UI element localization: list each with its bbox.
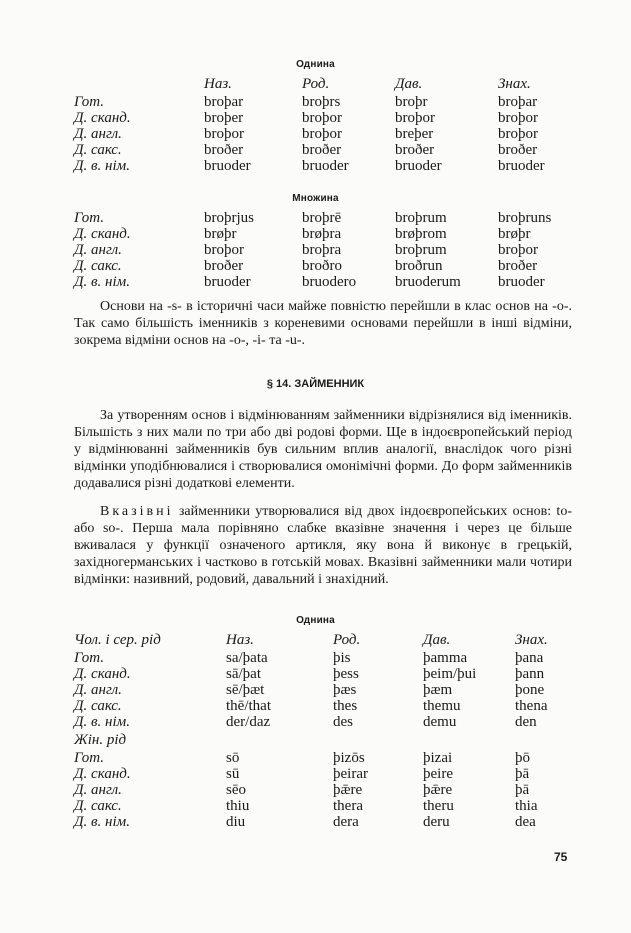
emphasized-term: Вказівні [100, 504, 174, 519]
table-row [74, 158, 578, 174]
word-form: sē/þæt [226, 682, 265, 698]
word-form: þeirar [333, 766, 368, 782]
word-form: þis [333, 650, 351, 666]
word-form: broþor [498, 242, 538, 258]
word-form: broðer [498, 258, 538, 274]
table-row [74, 798, 585, 814]
word-form: bruoder [204, 274, 251, 290]
word-form: broðer [204, 258, 244, 274]
word-form: broðrun [395, 258, 443, 274]
word-form: þæs [333, 682, 357, 698]
word-form: den [515, 714, 537, 730]
word-form: diu [226, 814, 246, 830]
table-row [74, 210, 578, 226]
word-form: broðer [395, 142, 435, 158]
table-row [74, 126, 578, 142]
language-label: Д. сканд. [74, 226, 131, 242]
language-label: Д. сакс. [74, 258, 122, 274]
table-row [74, 814, 585, 830]
word-form: broþor [395, 110, 435, 126]
word-form: þō [515, 750, 530, 766]
word-form: thē/that [226, 698, 271, 714]
case-header: Род. [302, 76, 330, 92]
word-form: des [333, 714, 353, 730]
word-form: broþor [498, 126, 538, 142]
word-form: þana [515, 650, 544, 666]
word-form: þizōs [333, 750, 365, 766]
word-form: þǣre [423, 782, 453, 798]
word-form: brøþr [204, 226, 237, 242]
language-label: Гот. [74, 650, 105, 666]
word-form: brøþra [302, 226, 342, 242]
table-row [74, 142, 578, 158]
language-label: Д. сакс. [74, 142, 122, 158]
table-row [74, 650, 585, 666]
table-row [74, 782, 585, 798]
word-form: dera [333, 814, 359, 830]
word-form: sēo [226, 782, 246, 798]
case-header: Род. [333, 632, 361, 648]
table-row [74, 226, 578, 242]
word-form: bruoder [204, 158, 251, 174]
noun-plural-table [74, 210, 578, 290]
word-form: breþer [395, 126, 434, 142]
word-form: demu [423, 714, 457, 730]
word-form: broþor [204, 242, 244, 258]
language-label: Д. в. нім. [74, 814, 130, 830]
table-row [74, 766, 585, 782]
word-form: thes [333, 698, 358, 714]
gender-label: Чол. і сер. рід [74, 632, 161, 648]
word-form: bruoder [302, 158, 349, 174]
word-form: þann [515, 666, 545, 682]
word-form: der/daz [226, 714, 271, 730]
gender-row [74, 730, 585, 750]
word-form: þamma [423, 650, 468, 666]
table-row [74, 258, 578, 274]
table-row [74, 750, 585, 766]
word-form: broþar [204, 94, 244, 110]
plural-heading: Множина [292, 193, 339, 204]
word-form: thera [333, 798, 363, 814]
word-form: broðro [302, 258, 342, 274]
language-label: Д. англ. [74, 682, 122, 698]
word-form: broðer [204, 142, 244, 158]
language-label: Д. сакс. [74, 698, 122, 714]
word-form: þæm [423, 682, 453, 698]
language-label: Д. англ. [74, 242, 122, 258]
language-label: Д. англ. [74, 782, 122, 798]
language-label: Гот. [74, 750, 105, 766]
word-form: bruoderum [395, 274, 461, 290]
word-form: theru [423, 798, 454, 814]
word-form: broþrjus [204, 210, 254, 226]
word-form: bruoder [498, 158, 545, 174]
language-label: Д. англ. [74, 126, 122, 142]
word-form: sā/þat [226, 666, 261, 682]
language-label: Д. в. нім. [74, 714, 130, 730]
word-form: broþra [302, 242, 342, 258]
word-form: þizai [423, 750, 453, 766]
word-form: broþer [204, 110, 244, 126]
paragraph-pronoun-intro: За утворенням основ і відмінюванням займенники відрізнялися від іменників. Більшість з них мали по три або дві родові форми. Ще в індоєвропейський період у відмінюванні займенників був сильним вплив аналогії, внаслідок чого різні відмінки уподібнювалися і створювалися омонімічні форми. До форм займенників додавалися різні додаткові елементи. [74, 408, 572, 491]
word-form: þā [515, 782, 530, 798]
table-row [74, 698, 585, 714]
case-header: Дав. [423, 632, 451, 648]
language-label: Д. сканд. [74, 766, 131, 782]
paragraph-text: займенники утворювалися від двох індоєвропейських основ: to- або so-. Перша мала порівняно слабке вказівне значення і через це більше вживалася у функції означеного артикля, яку вона й виконує в грецькій, західногерманських і частково в готській мовах. Вказівні займенники мали чотири відмінки: називний, родовий, давальний і знахідний. [74, 504, 572, 587]
case-header: Дав. [395, 76, 423, 92]
singular-heading: Однина [296, 59, 335, 70]
word-form: broþor [204, 126, 244, 142]
word-form: broþar [498, 94, 538, 110]
word-form: sū [226, 766, 240, 782]
word-form: þess [333, 666, 359, 682]
language-label: Д. сканд. [74, 110, 131, 126]
word-form: sa/þata [226, 650, 268, 666]
word-form: broþrum [395, 210, 447, 226]
case-header: Наз. [204, 76, 232, 92]
word-form: broþrum [395, 242, 447, 258]
pronoun-singular-heading: Однина [296, 615, 335, 626]
word-form: þǣre [333, 782, 363, 798]
word-form: broðer [498, 142, 538, 158]
word-form: bruoder [395, 158, 442, 174]
language-label: Д. в. нім. [74, 158, 130, 174]
word-form: bruodero [302, 274, 357, 290]
word-form: bruoder [498, 274, 545, 290]
case-header: Знах. [498, 76, 531, 92]
paragraph-demonstratives [74, 503, 572, 588]
table-row [74, 110, 578, 126]
word-form: thia [515, 798, 538, 814]
word-form: broþruns [498, 210, 552, 226]
case-header: Знах. [515, 632, 548, 648]
word-form: broþor [302, 110, 342, 126]
table-row [74, 274, 578, 290]
table-row [74, 714, 585, 730]
language-label: Гот. [74, 94, 105, 110]
word-form: broþor [302, 126, 342, 142]
table-row [74, 682, 585, 698]
word-form: brøþr [498, 226, 531, 242]
case-header-row [74, 74, 578, 94]
word-form: þā [515, 766, 530, 782]
language-label: Д. сканд. [74, 666, 131, 682]
word-form: themu [423, 698, 461, 714]
table-row [74, 94, 578, 110]
word-form: broþrē [302, 210, 342, 226]
word-form: broþr [395, 94, 428, 110]
noun-singular-table [74, 74, 578, 174]
word-form: sō [226, 750, 240, 766]
language-label: Д. сакс. [74, 798, 122, 814]
word-form: deru [423, 814, 450, 830]
word-form: þeim/þui [423, 666, 477, 682]
page-number: 75 [554, 850, 568, 864]
word-form: brøþrom [395, 226, 447, 242]
paragraph-s-stems: Основи на -s- в історичні часи майже повністю перейшли в клас основ на -o-. Так само більшість іменників з кореневими основами перейшли в інші відміни, зокрема відміни основ на -o-, -i- та -u-. [74, 299, 572, 348]
word-form: þone [515, 682, 545, 698]
word-form: broþor [498, 110, 538, 126]
word-form: broðer [302, 142, 342, 158]
section-title: § 14. ЗАЙМЕННИК [266, 378, 365, 390]
word-form: thena [515, 698, 548, 714]
case-header: Наз. [226, 632, 254, 648]
language-label: Гот. [74, 210, 105, 226]
gender-label: Жін. рід [74, 732, 127, 748]
word-form: þeire [423, 766, 453, 782]
table-row [74, 666, 585, 682]
word-form: dea [515, 814, 536, 830]
case-header-row [74, 630, 585, 650]
word-form: broþrs [302, 94, 341, 110]
table-row [74, 242, 578, 258]
word-form: thiu [226, 798, 250, 814]
language-label: Д. в. нім. [74, 274, 130, 290]
pronoun-table [74, 630, 585, 830]
